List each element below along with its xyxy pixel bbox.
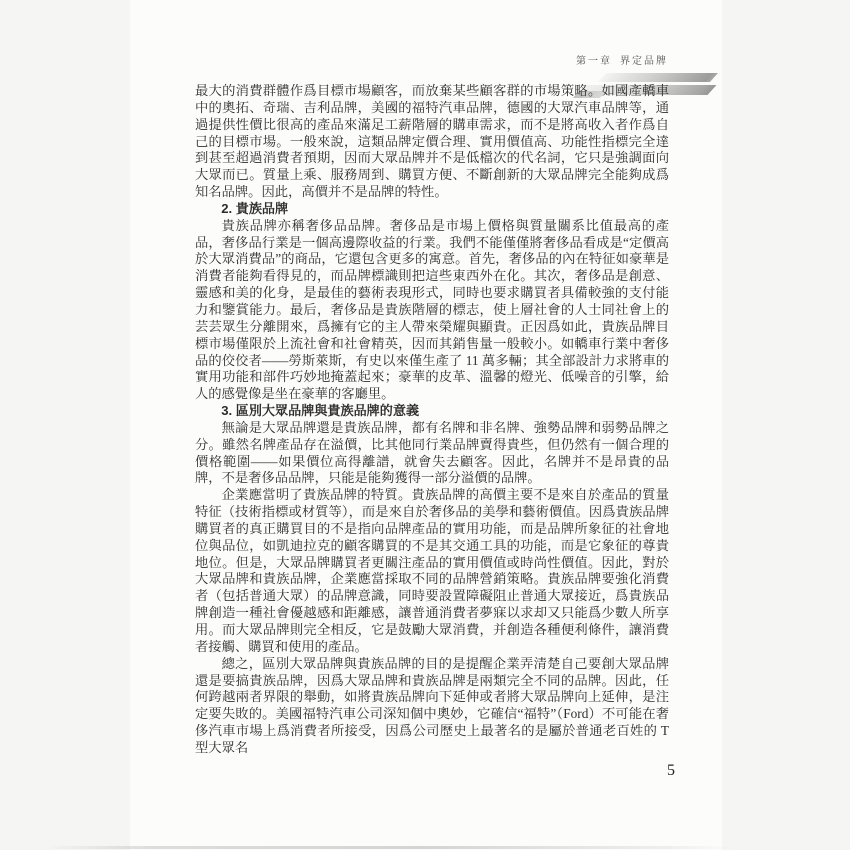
section-heading-noble-brand: 2. 貴族品牌	[221, 200, 289, 216]
book-page	[130, 0, 722, 850]
running-header-chapter-title: 界定品牌	[620, 56, 668, 67]
running-header	[576, 52, 668, 67]
page-number: 5	[667, 762, 675, 779]
running-header-chapter-label: 第一章	[576, 56, 612, 67]
paragraph-mass-brand-continuation: 最大的消費群體作爲目標市場顧客，而放棄某些顧客群的市場策略。如國產轎車中的奧拓、奇瑞、吉利品牌，美國的福特汽車品牌，德國的大眾汽車品牌等，通過提供性價比很高的產品來滿足工薪階層的購車需求，而不是將高收入者作爲自己的目標市場。一般來說，這類品牌定價合理、實用價值高、功能性指標完全達到甚至超過消費者預期，因而大眾品牌并不是低檔次的代名詞，它只是強調面向大眾而已。質量上乘、服務周到、購買方便、不斷創新的大眾品牌完全能夠成爲知名品牌。因此，高價并不是品牌的特性。	[195, 83, 669, 200]
header-swoosh-bar-top	[598, 73, 718, 82]
page-body-text	[195, 83, 669, 757]
paragraph-brand-strategy: 企業應當明了貴族品牌的特質。貴族品牌的高價主要不是來自於產品的質量特征（技術指標或材質等），而是來自於奢侈品的美學和藝術價值。因爲貴族品牌購買者的真正購買目的不是指向品牌產品的實用功能，而是品牌所象征的社會地位與品位，如凱迪拉克的顧客購買的不是其交通工具的功能，而是它象征的尊貴地位。但是，大眾品牌購買者更關注產品的實用價值或時尚性價值。因此，對於大眾品牌和貴族品牌，企業應當採取不同的品牌營銷策略。貴族品牌要強化消費者（包括普通大眾）的品牌意識，同時要設置障礙阻止普通大眾接近，爲貴族品牌創造一種社會優越感和距離感，讓普通消費者夢寐以求却又只能爲少數人所享用。而大眾品牌則完全相反，它是鼓勵大眾消費，并創造各種便利條件，讓消費者接觸、購買和使用的產品。	[195, 487, 669, 654]
paragraph-noble-brand: 貴族品牌亦稱奢侈品品牌。奢侈品是市場上價格與質量關系比值最高的產品，奢侈品行業是一個高邊際收益的行業。我們不能僅僅將奢侈品看成是“定價高於大眾消費品”的商品，它還包含更多的寓意。首先，奢侈品的內在特征如豪華是消費者能夠看得見的，而品牌標識則把這些東西外在化。其次，奢侈品是創意、靈感和美的化身，是最佳的藝術表現形式，同時也要求購買者具備較強的支付能力和鑒賞能力。最后，奢侈品是貴族階層的標志，使上層社會的人士同社會上的芸芸眾生分離開來，爲擁有它的主人帶來榮耀與顯貴。正因爲如此，貴族品牌目標市場僅限於上流社會和社會精英，因而其銷售量一般較小。如轎車行業中奢侈品的佼佼者——勞斯萊斯，有史以來僅生產了 11 萬多輛；其全部設計力求將車的實用功能和部件巧妙地掩蓋起來；豪華的皮革、溫馨的燈光、低噪音的引擎，給人的感覺像是坐在豪華的客廳里。	[195, 217, 669, 402]
paragraph-famous-vs-premium: 無論是大眾品牌還是貴族品牌，都有名牌和非名牌、強勢品牌和弱勢品牌之分。雖然名牌產品存在溢價，比其他同行業品牌賣得貴些，但仍然有一個合理的價格範圍——如果價位高得離譜，就會失去顧客。因此，名牌并不是昂貴的品牌，不是奢侈品品牌，只能是能夠獲得一部分溢價的品牌。	[195, 419, 669, 486]
scan-edge-artifact	[45, 846, 735, 849]
paragraph-summary: 總之，區別大眾品牌與貴族品牌的目的是提醒企業弄清楚自己要創大眾品牌還是要搞貴族品牌，因爲大眾品牌和貴族品牌是兩類完全不同的品牌。因此，任何跨越兩者界限的舉動，如將貴族品牌向下延伸或者將大眾品牌向上延伸，是注定要失敗的。美國福特汽車公司深知個中奧妙，它確信“福特”（Ford）不可能在奢侈汽車市場上爲消費者所接受，因爲公司歷史上最著名的是屬於普通老百姓的 T 型大眾名	[195, 655, 669, 755]
section-heading-distinguish-brands: 3. 區別大眾品牌與貴族品牌的意義	[221, 403, 420, 419]
